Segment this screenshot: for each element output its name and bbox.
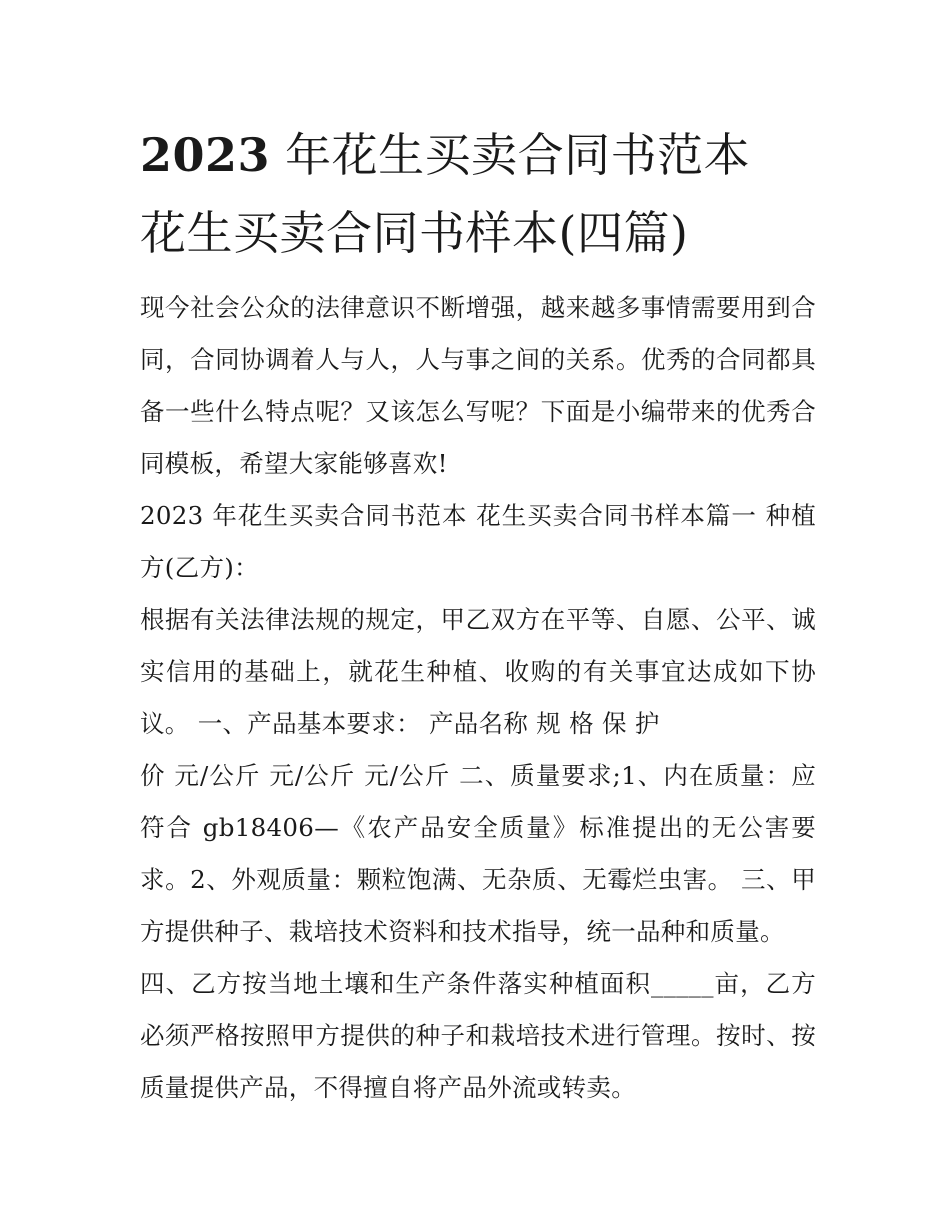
paragraph-planting-area: 四、乙方按当地土壤和生产条件落实种植面积_____亩，乙方必须严格按照甲方提供的种子和栽培技术进行管理。按时、按质量提供产品，不得擅自将产品外流或转卖。: [140, 969, 816, 1102]
paragraph-intro: 现今社会公众的法律意识不断增强，越来越多事情需要用到合同，合同协调着人与人，人与事之间的关系。优秀的合同都具备一些什么特点呢？又该怎么写呢？下面是小编带来的优秀合同模板，希望大家能够喜欢!: [140, 293, 816, 478]
title-year: 2023: [140, 128, 271, 182]
paragraph-heading-party: 2023 年花生买卖合同书范本 花生买卖合同书样本篇一 种植方(乙方)：: [140, 501, 816, 582]
document-page: [140, 116, 816, 1114]
title-line-1-text: 年花生买卖合同书范本: [270, 128, 751, 182]
title-line-1: [140, 116, 816, 194]
paragraph-agreement-basis: 根据有关法律法规的规定，甲乙双方在平等、自愿、公平、诚实信用的基础上，就花生种植、收购的有关事宜达成如下协议。 一、产品基本要求： 产品名称 规 格 保 护: [140, 605, 816, 738]
document-title: [140, 116, 816, 272]
title-line-2: 花生买卖合同书样本(四篇): [140, 206, 689, 260]
document-body: [140, 282, 816, 1114]
paragraph-quality-requirements: 价 元/公斤 元/公斤 元/公斤 二、质量要求;1、内在质量：应符合 gb18406—《农产品安全质量》标准提出的无公害要求。2、外观质量：颗粒饱满、无杂质、无霉烂虫害。 三、甲方提供种子、栽培技术资料和技术指导，统一品种和质量。: [140, 761, 816, 946]
